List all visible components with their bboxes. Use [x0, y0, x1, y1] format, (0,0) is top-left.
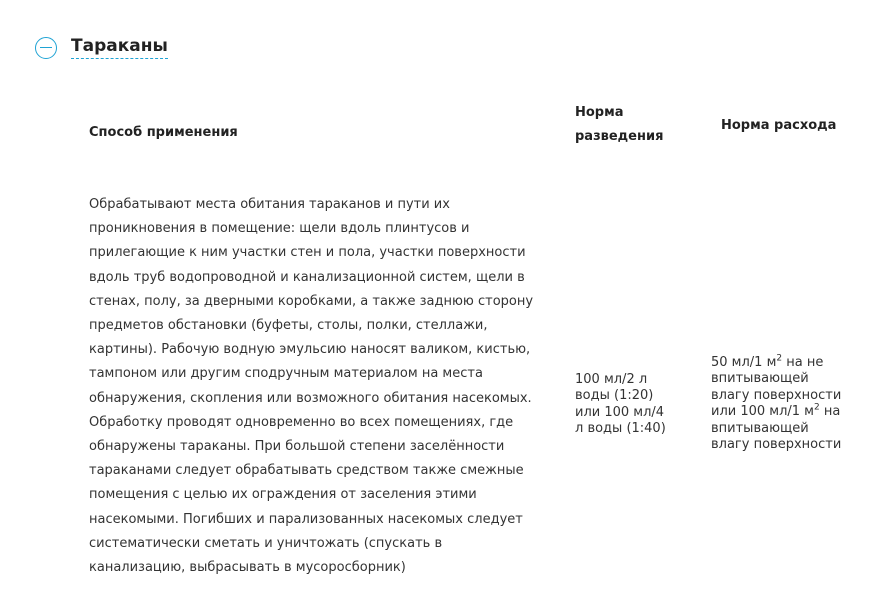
consumption-text-part3: на впитывающей влагу поверхности: [711, 404, 842, 453]
minus-circle-icon[interactable]: [35, 37, 57, 59]
consumption-text-part2: на не впитывающей влагу поверхности или 100 мл/1 м: [711, 355, 842, 420]
accordion-header-cockroaches[interactable]: [35, 36, 168, 59]
cell-dilution: 100 мл/2 л воды (1:20) или 100 мл/4 л воды (1:40): [575, 372, 666, 437]
column-header-method: Способ применения: [89, 125, 238, 140]
cell-consumption: [711, 355, 851, 453]
superscript-squared: 2: [814, 402, 820, 413]
consumption-text-part1: 50 мл/1 м: [711, 355, 777, 370]
column-header-dilution: Норма разведения: [575, 105, 664, 144]
cell-method: Обрабатывают места обитания тараканов и пути их проникновения в помещение: щели вдоль плинтусов и прилегающие к ним участки стен и пола, участки поверхности вдоль труб водопроводной и канализационной систем, щели в стенах, полу, за дверными коробками, а также заднюю сторону предметов обстановки (буфеты, столы, полки, стеллажи, картины). Рабочую водную эмульсию наносят валиком, кистью, тампоном или другим сподручным материалом на места обнаружения, скопления или возможного обитания насекомых. Обработку проводят одновременно во всех помещениях, где обнаружены тараканы. При большой степени заселённости тараканами следует обрабатывать средством также смежные помещения с целью их ограждения от заселения этими насекомыми. Погибших и парализованных насекомых следует систематически сметать и уничтожать (спускать в канализацию, выбрасывать в мусоросборник): [89, 197, 534, 576]
superscript-squared: 2: [776, 353, 783, 364]
column-header-consumption: Норма расхода: [721, 118, 837, 133]
section-title[interactable]: Тараканы: [71, 36, 168, 59]
